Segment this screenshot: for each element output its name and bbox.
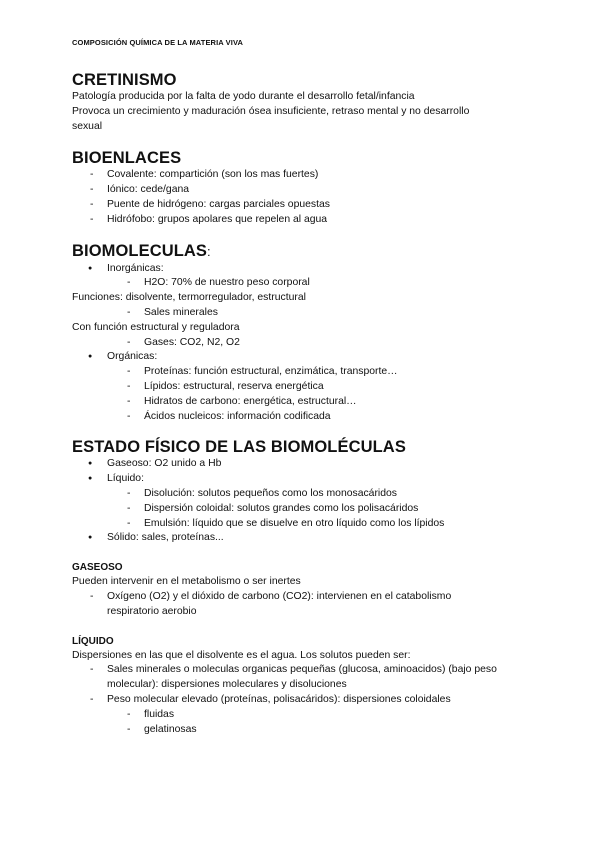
cretinismo-effects-line1: Provoca un crecimiento y maduración ósea insuficiente, retraso mental y no desarrollo [72,105,470,117]
list-item: - Emulsión: líquido que se disuelve en otro líquido como los lípidos [72,517,542,532]
section-cretinismo [72,70,542,134]
list-item-gases: - Gases: CO2, N2, O2 [72,336,542,351]
gaseoso-item-line2: respiratorio aerobio [107,605,197,617]
section-liquido [72,635,542,738]
list-item: - Covalente: compartición (son los mas fuertes) [72,168,542,183]
section-estado-fisico [72,437,542,546]
estado-list [72,457,542,546]
funciones-text: Funciones: disolvente, termorregulador, estructural [72,292,306,304]
section-biomoleculas [72,241,542,425]
bioenlaces-list [72,168,542,227]
list-item-gaseoso: ● Gaseoso: O2 unido a Hb [72,457,542,472]
list-item: - gelatinosas [72,723,542,738]
list-item: - Iónico: cede/gana [72,183,542,198]
list-item: - fluidas [72,708,542,723]
list-item-organicas: ● Orgánicas: [72,350,542,365]
list-item: - Dispersión coloidal: solutos grandes como los polisacáridos [72,502,542,517]
organicas-list [72,336,542,425]
list-item-inorganicas: ● Inorgánicas: [72,262,542,277]
list-item [72,590,542,620]
list-item: - Disolución: solutos pequeños como los monosacáridos [72,487,542,502]
list-item-h2o: - H2O: 70% de nuestro peso corporal [72,276,542,291]
biomoleculas-title-colon: : [207,243,211,259]
liquido-list [72,663,542,737]
list-item: - Hidrófobo: grupos apolares que repelen al agua [72,213,542,228]
list-item: - Puente de hidrógeno: cargas parciales opuestas [72,198,542,213]
gaseoso-list [72,590,542,620]
cretinismo-effects [72,105,542,135]
list-item-liquido: ● Líquido: [72,472,542,487]
section-bioenlaces [72,148,542,227]
document-body [72,70,542,737]
section-title-cretinismo: CRETINISMO [72,71,177,89]
list-item: - Hidratos de carbono: energética, estructural… [72,395,542,410]
liquido-intro: Dispersiones en las que el disolvente es el agua. Los solutos pueden ser: [72,649,411,661]
section-title-estado-fisico: ESTADO FÍSICO DE LAS BIOMOLÉCULAS [72,438,406,457]
section-title-biomoleculas [72,241,542,262]
section-title-bioenlaces: BIOENLACES [72,149,182,168]
list-item [72,663,542,693]
running-header: COMPOSICIÓN QUÍMICA DE LA MATERIA VIVA [72,38,244,47]
subsection-title-liquido: LÍQUIDO [72,635,114,647]
cretinismo-effects-line2: sexual [72,120,103,132]
list-item: - Ácidos nucleicos: información codificada [72,410,542,425]
list-item-sales: - Sales minerales [72,306,542,321]
list-item: - Peso molecular elevado (proteínas, polisacáridos): dispersiones coloidales [72,693,542,708]
con-funcion-text: Con función estructural y reguladora [72,321,240,333]
sales-list [72,306,542,321]
liquido-item1-line2: molecular): dispersiones moleculares y disoluciones [107,679,347,691]
section-gaseoso [72,561,542,619]
gaseoso-item-line1: - Oxígeno (O2) y el dióxido de carbono (CO2): intervienen en el catabolismo [107,590,452,602]
subsection-title-gaseoso: GASEOSO [72,562,123,574]
cretinismo-definition: Patología producida por la falta de yodo durante el desarrollo fetal/infancia [72,91,415,102]
list-item: - Proteínas: función estructural, enzimática, transporte… [72,365,542,380]
gaseoso-intro: Pueden intervenir en el metabolismo o ser inertes [72,576,301,588]
liquido-item1-line1: - Sales minerales o moleculas organicas pequeñas (glucosa, aminoacidos) (bajo peso [107,664,497,676]
list-item-solido: ● Sólido: sales, proteínas... [72,531,542,546]
biomoleculas-list [72,262,542,292]
biomoleculas-title-text: BIOMOLECULAS [72,241,208,260]
list-item: - Lípidos: estructural, reserva energética [72,380,542,395]
